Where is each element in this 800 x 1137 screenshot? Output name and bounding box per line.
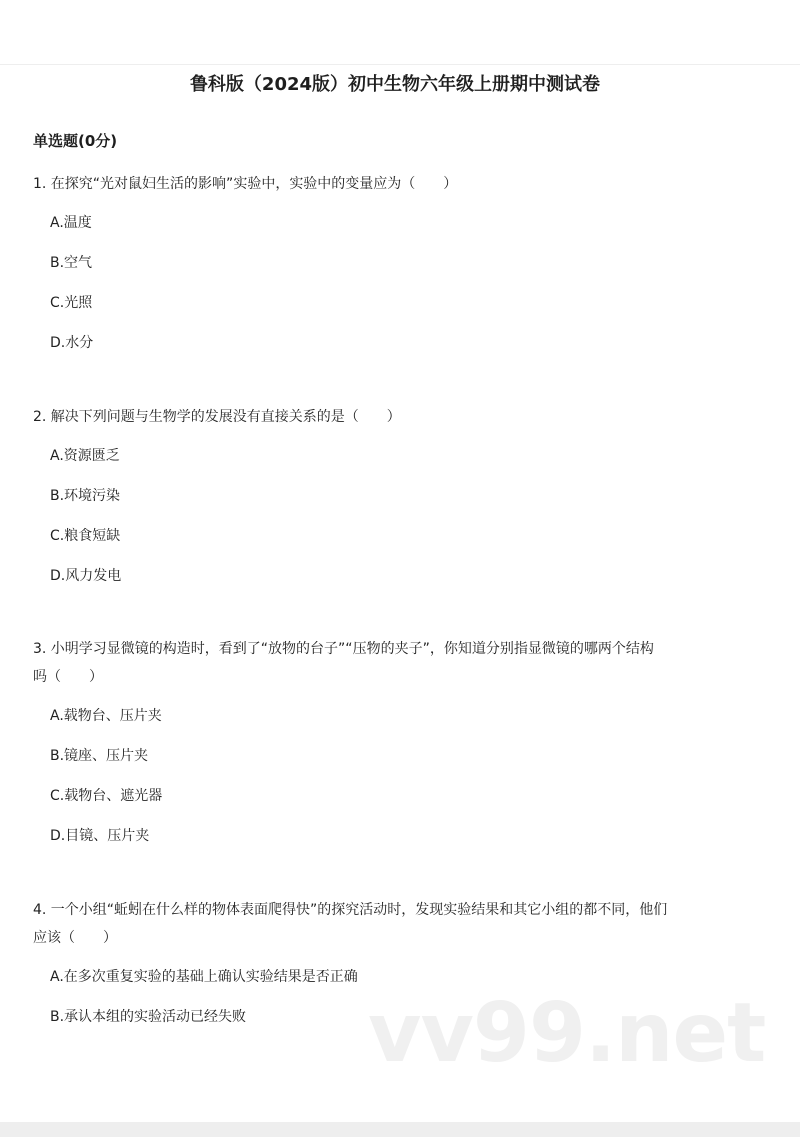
question-1: 1. 在探究“光对鼠妇生活的影响”实验中，实验中的变量应为（ ） — [33, 176, 458, 192]
question-2-option-c: C.粮食短缺 — [50, 528, 121, 544]
question-4-option-a: A.在多次重复实验的基础上确认实验结果是否正确 — [50, 969, 358, 985]
page-bottom-edge — [0, 1122, 800, 1137]
question-1-option-b: B.空气 — [50, 255, 93, 271]
question-4-line-1: 4. 一个小组“蚯蚓在什么样的物体表面爬得快”的探究活动时，发现实验结果和其它小组的都不同，他们 — [33, 902, 668, 918]
watermark: vv99.net — [368, 986, 766, 1081]
question-3-option-a: A.载物台、压片夹 — [50, 708, 162, 724]
question-3-option-c: C.载物台、遮光器 — [50, 788, 163, 804]
question-1-option-c: C.光照 — [50, 295, 93, 311]
question-2: 2. 解决下列问题与生物学的发展没有直接关系的是（ ） — [33, 409, 401, 425]
question-3-line-1: 3. 小明学习显微镜的构造时，看到了“放物的台子”“压物的夹子”，你知道分别指显微镜的哪两个结构 — [33, 641, 654, 657]
question-2-option-a: A.资源匮乏 — [50, 448, 120, 464]
question-4-option-b: B.承认本组的实验活动已经失败 — [50, 1009, 247, 1025]
question-4-line-2: 应该（ ） — [33, 930, 117, 946]
question-3-line-2: 吗（ ） — [33, 669, 103, 685]
question-3-option-d: D.目镜、压片夹 — [50, 828, 150, 844]
question-1-option-a: A.温度 — [50, 215, 92, 231]
top-margin — [0, 0, 800, 64]
document-title: 鲁科版（2024版）初中生物六年级上册期中测试卷 — [189, 74, 601, 95]
question-1-option-d: D.水分 — [50, 335, 94, 351]
section-title: 单选题(0分) — [33, 132, 118, 150]
question-2-option-d: D.风力发电 — [50, 568, 122, 584]
question-2-option-b: B.环境污染 — [50, 488, 121, 504]
question-3-option-b: B.镜座、压片夹 — [50, 748, 149, 764]
